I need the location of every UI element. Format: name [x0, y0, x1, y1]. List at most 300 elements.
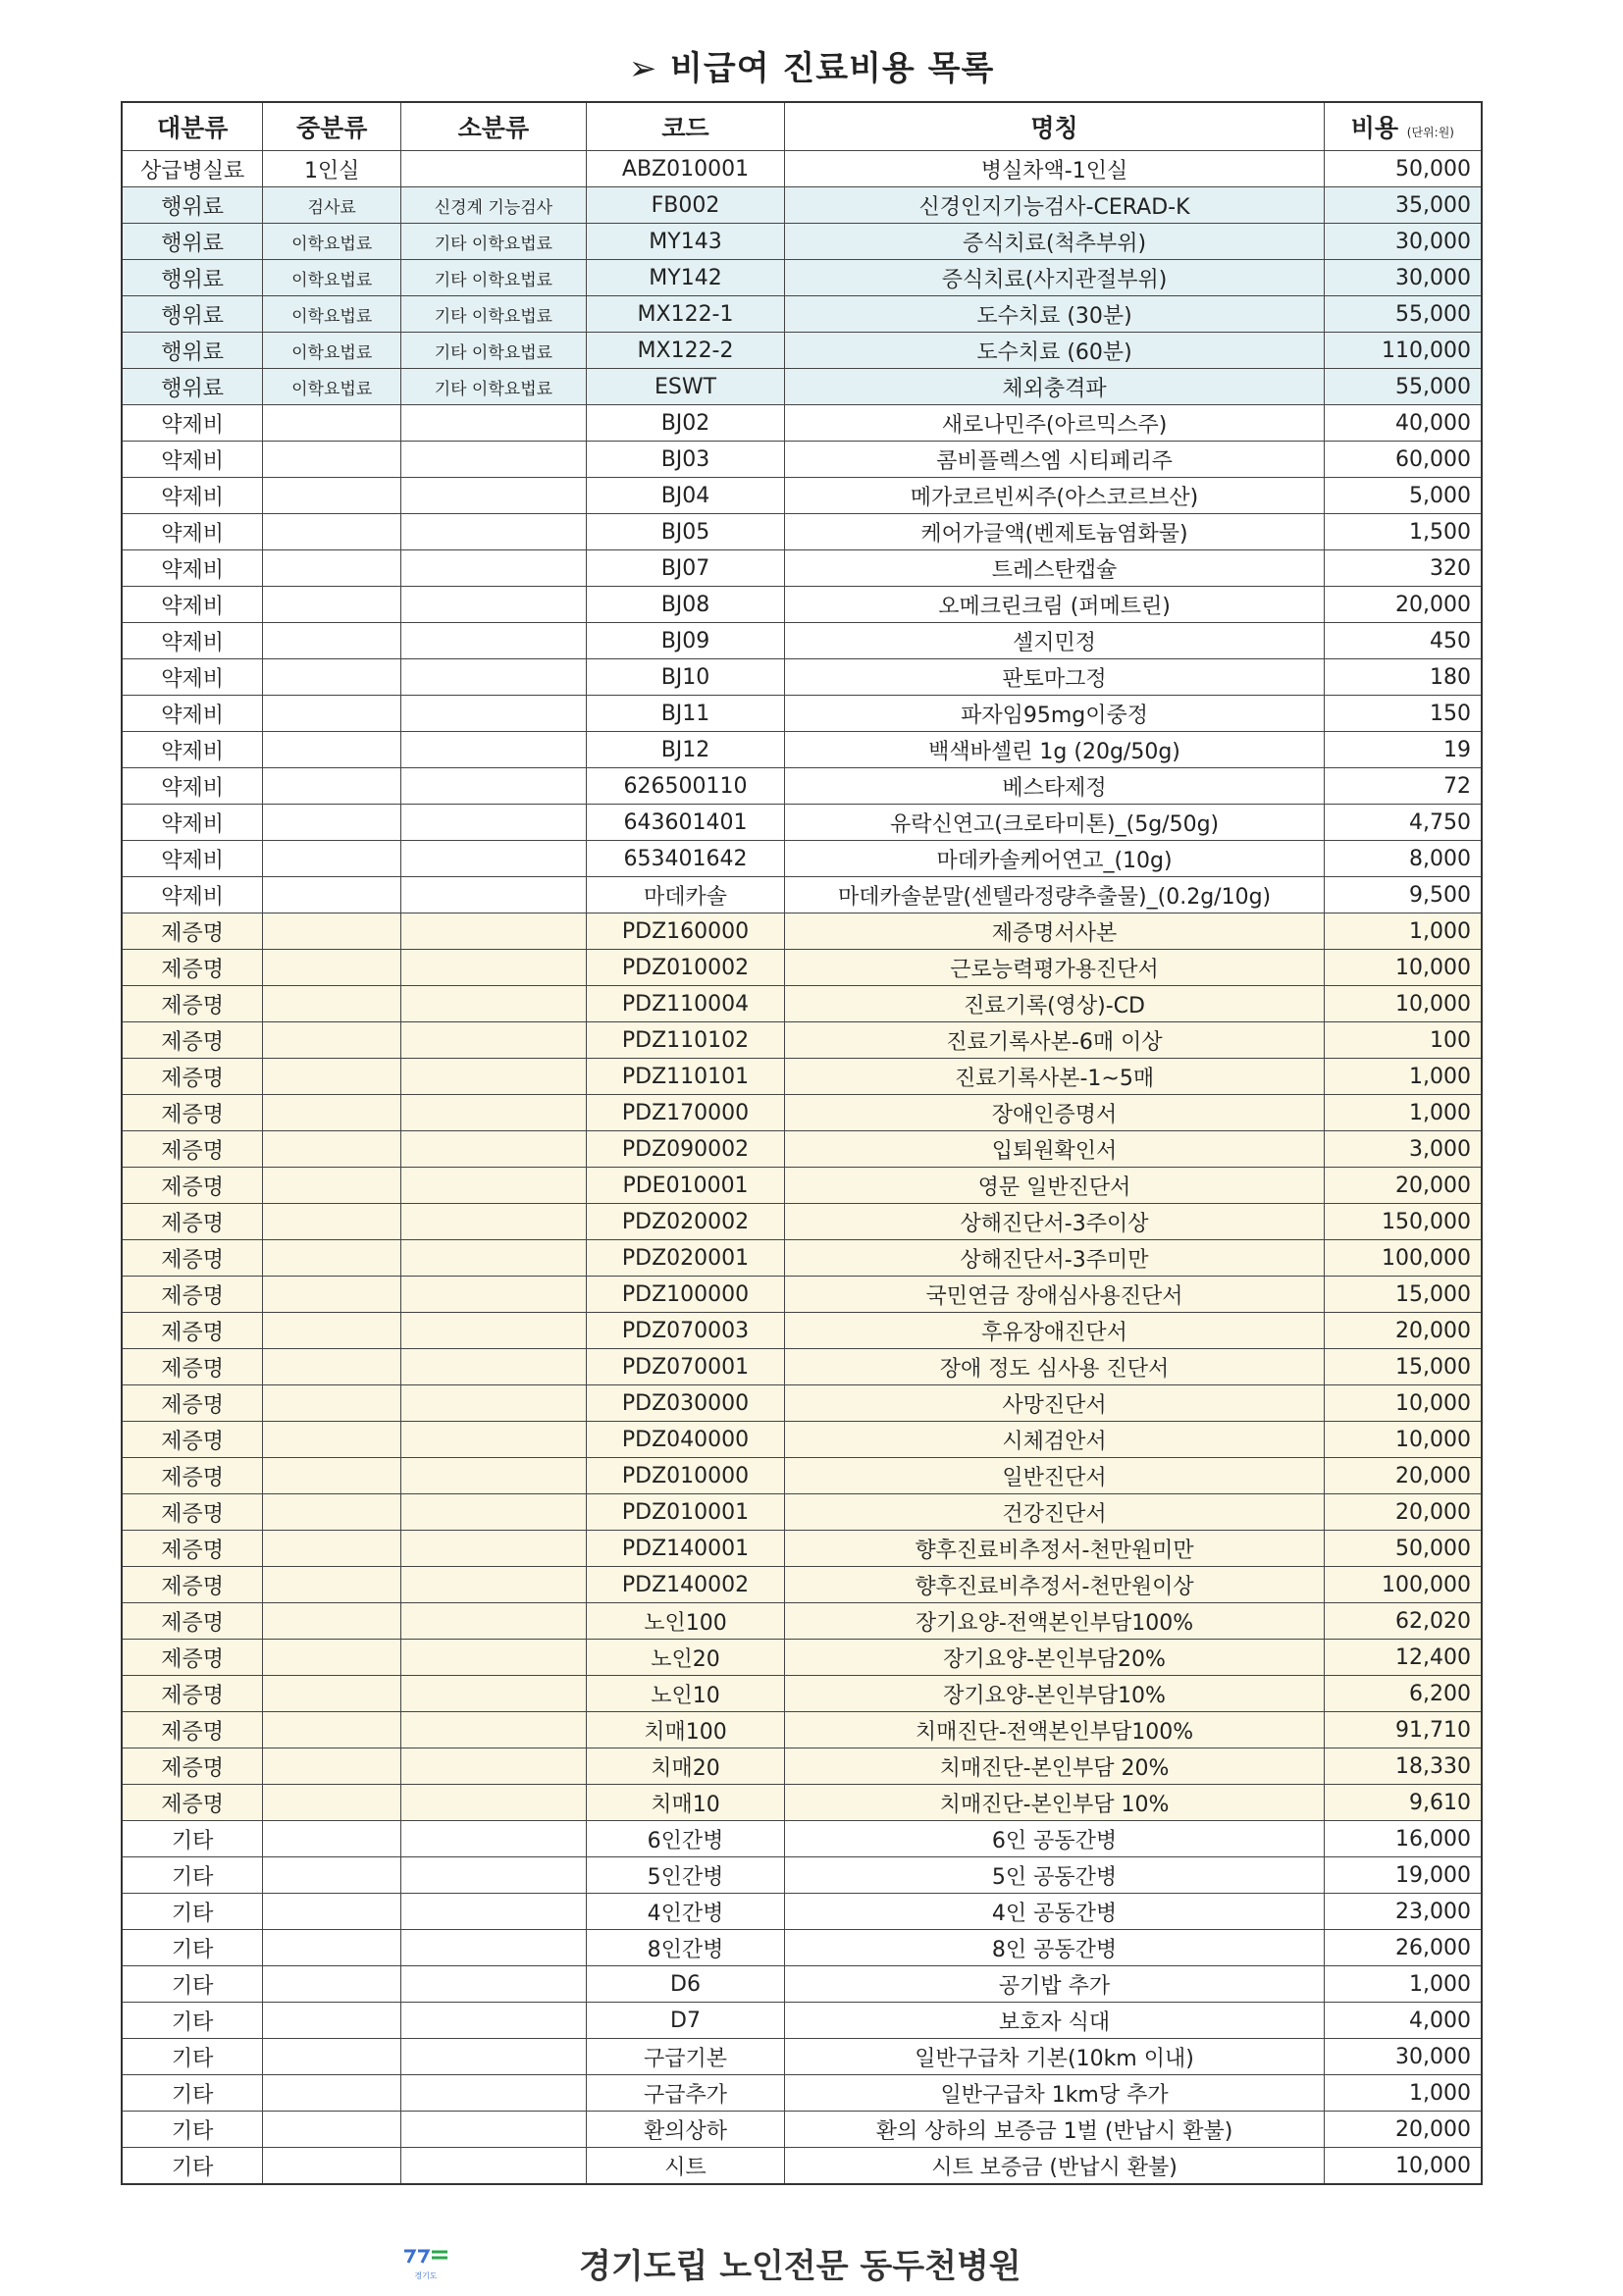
cell-middle	[263, 768, 401, 805]
cell-code: PDZ020002	[586, 1204, 785, 1240]
table-row	[122, 1204, 1482, 1240]
table-row	[122, 1567, 1482, 1603]
cell-cost: 180	[1324, 659, 1482, 696]
cell-minor	[401, 1131, 587, 1168]
table-row	[122, 2112, 1482, 2148]
cell-code: 626500110	[586, 768, 785, 805]
cell-cost: 10,000	[1324, 1422, 1482, 1458]
cell-middle	[263, 1531, 401, 1567]
cell-middle	[263, 1277, 401, 1313]
table-row	[122, 1349, 1482, 1385]
cell-code: BJ09	[586, 623, 785, 659]
cell-middle	[263, 1131, 401, 1168]
table-row	[122, 224, 1482, 260]
cell-major: 행위료	[122, 260, 263, 296]
cell-code: 치매20	[586, 1748, 785, 1785]
cell-name: 치매진단-전액본인부담100%	[785, 1712, 1324, 1748]
cell-code: PDZ160000	[586, 913, 785, 950]
cell-name: 사망진단서	[785, 1385, 1324, 1422]
cell-cost: 19	[1324, 732, 1482, 768]
cell-major: 제증명	[122, 1349, 263, 1385]
cell-code: PDZ140002	[586, 1567, 785, 1603]
cell-cost: 15,000	[1324, 1349, 1482, 1385]
table-row	[122, 2003, 1482, 2039]
cell-cost: 20,000	[1324, 1168, 1482, 1204]
cell-middle	[263, 1603, 401, 1640]
table-row	[122, 1458, 1482, 1494]
cell-name: 셀지민정	[785, 623, 1324, 659]
cell-middle	[263, 2075, 401, 2112]
cell-middle	[263, 1894, 401, 1930]
cell-middle	[263, 1095, 401, 1131]
table-body	[122, 151, 1482, 2185]
cell-major: 제증명	[122, 1277, 263, 1313]
cell-code: 노인10	[586, 1676, 785, 1712]
table-row	[122, 1059, 1482, 1095]
svg-text:경기도: 경기도	[414, 2271, 438, 2280]
cell-code: D7	[586, 2003, 785, 2039]
table-row	[122, 1712, 1482, 1748]
table-row	[122, 1894, 1482, 1930]
cell-major: 약제비	[122, 550, 263, 587]
cell-name: 입퇴원확인서	[785, 1131, 1324, 1168]
cell-name: 증식치료(사지관절부위)	[785, 260, 1324, 296]
cell-major: 약제비	[122, 514, 263, 550]
cell-name: 유락신연고(크로타미톤)_(5g/50g)	[785, 805, 1324, 841]
cell-cost: 100	[1324, 1022, 1482, 1059]
cell-name: 공기밥 추가	[785, 1966, 1324, 2003]
cell-major: 제증명	[122, 1313, 263, 1349]
cell-cost: 6,200	[1324, 1676, 1482, 1712]
cell-major: 제증명	[122, 1712, 263, 1748]
cell-name: 신경인지기능검사-CERAD-K	[785, 187, 1324, 224]
cell-minor: 기타 이학요법료	[401, 333, 587, 369]
cell-major: 상급병실료	[122, 151, 263, 187]
cell-major: 기타	[122, 2112, 263, 2148]
cell-name: 향후진료비추정서-천만원미만	[785, 1531, 1324, 1567]
cell-major: 약제비	[122, 696, 263, 732]
cell-code: BJ02	[586, 405, 785, 442]
cell-name: 트레스탄캡슐	[785, 550, 1324, 587]
cell-cost: 20,000	[1324, 1313, 1482, 1349]
cell-code: ESWT	[586, 369, 785, 405]
cell-name: 환의 상하의 보증금 1벌 (반납시 환불)	[785, 2112, 1324, 2148]
cell-code: 4인간병	[586, 1894, 785, 1930]
cell-major: 제증명	[122, 1531, 263, 1567]
cell-name: 콤비플렉스엠 시티페리주	[785, 442, 1324, 478]
cell-cost: 1,000	[1324, 1059, 1482, 1095]
cell-code: 마데카솔	[586, 877, 785, 913]
cell-code: PDZ110004	[586, 986, 785, 1022]
cell-middle	[263, 1204, 401, 1240]
cell-major: 약제비	[122, 587, 263, 623]
cell-name: 일반진단서	[785, 1458, 1324, 1494]
cell-minor	[401, 1567, 587, 1603]
cell-minor	[401, 659, 587, 696]
table-row	[122, 1531, 1482, 1567]
table-row	[122, 877, 1482, 913]
cell-middle: 이학요법료	[263, 260, 401, 296]
cell-middle	[263, 1676, 401, 1712]
cell-cost: 60,000	[1324, 442, 1482, 478]
cell-code: PDZ010001	[586, 1494, 785, 1531]
cell-major: 제증명	[122, 986, 263, 1022]
cell-cost: 9,610	[1324, 1785, 1482, 1821]
cell-middle	[263, 1712, 401, 1748]
cell-major: 약제비	[122, 768, 263, 805]
cell-name: 장애인증명서	[785, 1095, 1324, 1131]
table-row	[122, 1494, 1482, 1531]
cell-major: 제증명	[122, 950, 263, 986]
cell-cost: 50,000	[1324, 1531, 1482, 1567]
cell-major: 제증명	[122, 1458, 263, 1494]
cell-major: 제증명	[122, 1022, 263, 1059]
cell-minor: 신경계 기능검사	[401, 187, 587, 224]
cell-cost: 1,000	[1324, 913, 1482, 950]
cell-middle	[263, 405, 401, 442]
cell-middle	[263, 1785, 401, 1821]
cell-minor	[401, 950, 587, 986]
cell-code: 환의상하	[586, 2112, 785, 2148]
cell-code: PDZ020001	[586, 1240, 785, 1277]
cell-cost: 1,500	[1324, 514, 1482, 550]
cell-minor	[401, 768, 587, 805]
cell-code: ABZ010001	[586, 151, 785, 187]
cell-code: 시트	[586, 2148, 785, 2185]
header-code: 코드	[586, 102, 785, 151]
cell-cost: 30,000	[1324, 2039, 1482, 2075]
cell-minor	[401, 151, 587, 187]
cell-major: 약제비	[122, 623, 263, 659]
cell-name: 근로능력평가용진단서	[785, 950, 1324, 986]
cell-middle	[263, 2112, 401, 2148]
cell-middle	[263, 2003, 401, 2039]
cell-major: 제증명	[122, 1059, 263, 1095]
cell-middle	[263, 1022, 401, 1059]
table-row	[122, 1785, 1482, 1821]
table-row	[122, 623, 1482, 659]
cell-code: 6인간병	[586, 1821, 785, 1857]
cell-code: 구급추가	[586, 2075, 785, 2112]
cell-major: 제증명	[122, 1567, 263, 1603]
cell-name: 영문 일반진단서	[785, 1168, 1324, 1204]
cell-cost: 10,000	[1324, 950, 1482, 986]
table-row	[122, 1022, 1482, 1059]
cell-code: BJ12	[586, 732, 785, 768]
cell-minor	[401, 805, 587, 841]
cell-major: 제증명	[122, 1603, 263, 1640]
cell-minor	[401, 1785, 587, 1821]
cell-middle	[263, 1059, 401, 1095]
cell-major: 기타	[122, 2039, 263, 2075]
cell-code: 8인간병	[586, 1930, 785, 1966]
cell-name: 베스타제정	[785, 768, 1324, 805]
cell-cost: 4,750	[1324, 805, 1482, 841]
cell-cost: 3,000	[1324, 1131, 1482, 1168]
table-header	[122, 102, 1482, 151]
cell-middle	[263, 805, 401, 841]
cell-major: 제증명	[122, 1131, 263, 1168]
cell-name: 제증명서사본	[785, 913, 1324, 950]
cell-cost: 72	[1324, 768, 1482, 805]
table-row	[122, 768, 1482, 805]
cell-major: 약제비	[122, 805, 263, 841]
cell-major: 기타	[122, 1894, 263, 1930]
cell-cost: 450	[1324, 623, 1482, 659]
cell-middle	[263, 1640, 401, 1676]
cell-major: 제증명	[122, 1422, 263, 1458]
cell-minor	[401, 1894, 587, 1930]
cell-minor	[401, 841, 587, 877]
cell-code: PDZ110101	[586, 1059, 785, 1095]
cell-minor	[401, 514, 587, 550]
hospital-name: 경기도립 노인전문 동두천병원	[579, 2247, 1021, 2286]
cell-minor	[401, 1313, 587, 1349]
cell-cost: 55,000	[1324, 369, 1482, 405]
cell-name: 국민연금 장애심사용진단서	[785, 1277, 1324, 1313]
table-row	[122, 2148, 1482, 2185]
cell-cost: 62,020	[1324, 1603, 1482, 1640]
header-name: 명칭	[785, 102, 1324, 151]
cell-middle	[263, 913, 401, 950]
cell-name: 후유장애진단서	[785, 1313, 1324, 1349]
cell-code: 643601401	[586, 805, 785, 841]
table-row	[122, 333, 1482, 369]
header-major: 대분류	[122, 102, 263, 151]
table-row	[122, 805, 1482, 841]
cell-name: 시트 보증금 (반납시 환불)	[785, 2148, 1324, 2185]
cell-major: 제증명	[122, 1240, 263, 1277]
table-row	[122, 151, 1482, 187]
cell-code: FB002	[586, 187, 785, 224]
cell-major: 제증명	[122, 1095, 263, 1131]
cell-code: 치매100	[586, 1712, 785, 1748]
cell-major: 기타	[122, 2075, 263, 2112]
cell-name: 진료기록(영상)-CD	[785, 986, 1324, 1022]
cell-cost: 40,000	[1324, 405, 1482, 442]
cell-middle	[263, 732, 401, 768]
cell-middle	[263, 550, 401, 587]
table-row	[122, 1240, 1482, 1277]
table-row	[122, 1748, 1482, 1785]
cell-code: BJ04	[586, 478, 785, 514]
cell-cost: 1,000	[1324, 2075, 1482, 2112]
cell-name: 마데카솔분말(센텔라정량추출물)_(0.2g/10g)	[785, 877, 1324, 913]
cell-middle	[263, 1385, 401, 1422]
cell-minor	[401, 442, 587, 478]
cell-code: PDZ070003	[586, 1313, 785, 1349]
table-row	[122, 732, 1482, 768]
cell-minor	[401, 1385, 587, 1422]
cell-minor: 기타 이학요법료	[401, 260, 587, 296]
cell-minor	[401, 696, 587, 732]
cell-minor: 기타 이학요법료	[401, 224, 587, 260]
cell-major: 약제비	[122, 877, 263, 913]
cell-name: 8인 공동간병	[785, 1930, 1324, 1966]
cell-cost: 4,000	[1324, 2003, 1482, 2039]
table-row	[122, 405, 1482, 442]
cell-major: 제증명	[122, 1640, 263, 1676]
cell-cost: 8,000	[1324, 841, 1482, 877]
cell-name: 향후진료비추정서-천만원이상	[785, 1567, 1324, 1603]
table-row	[122, 1095, 1482, 1131]
cell-code: BJ07	[586, 550, 785, 587]
cell-name: 파자임95mg이중정	[785, 696, 1324, 732]
cell-minor	[401, 1349, 587, 1385]
cell-code: PDZ100000	[586, 1277, 785, 1313]
table-row	[122, 514, 1482, 550]
cell-minor	[401, 1458, 587, 1494]
cell-middle	[263, 587, 401, 623]
cell-middle	[263, 2039, 401, 2075]
cell-middle	[263, 478, 401, 514]
cell-code: PDZ010002	[586, 950, 785, 986]
cell-minor	[401, 913, 587, 950]
cell-major: 약제비	[122, 659, 263, 696]
cell-major: 기타	[122, 1930, 263, 1966]
cell-cost: 10,000	[1324, 2148, 1482, 2185]
table-row	[122, 550, 1482, 587]
table-row	[122, 841, 1482, 877]
cell-cost: 35,000	[1324, 187, 1482, 224]
cell-minor	[401, 1059, 587, 1095]
cell-code: PDZ170000	[586, 1095, 785, 1131]
cell-code: PDE010001	[586, 1168, 785, 1204]
cell-code: PDZ090002	[586, 1131, 785, 1168]
cell-middle	[263, 1494, 401, 1531]
cell-major: 행위료	[122, 224, 263, 260]
table-row	[122, 260, 1482, 296]
cell-cost: 9,500	[1324, 877, 1482, 913]
table-row	[122, 659, 1482, 696]
cell-cost: 15,000	[1324, 1277, 1482, 1313]
cell-minor	[401, 986, 587, 1022]
cell-code: BJ11	[586, 696, 785, 732]
cell-major: 제증명	[122, 1785, 263, 1821]
cell-minor	[401, 1022, 587, 1059]
table-row	[122, 2075, 1482, 2112]
cell-name: 치매진단-본인부담 10%	[785, 1785, 1324, 1821]
cell-code: D6	[586, 1966, 785, 2003]
table-row	[122, 1966, 1482, 2003]
cell-cost: 20,000	[1324, 1458, 1482, 1494]
cell-minor	[401, 1966, 587, 2003]
cell-cost: 55,000	[1324, 296, 1482, 333]
table-row	[122, 442, 1482, 478]
cell-cost: 110,000	[1324, 333, 1482, 369]
cell-name: 증식치료(척추부위)	[785, 224, 1324, 260]
cell-major: 행위료	[122, 187, 263, 224]
cell-name: 도수치료 (30분)	[785, 296, 1324, 333]
cell-name: 진료기록사본-6매 이상	[785, 1022, 1324, 1059]
cell-middle	[263, 986, 401, 1022]
cell-code: 653401642	[586, 841, 785, 877]
cell-name: 5인 공동간병	[785, 1857, 1324, 1894]
cell-code: MY143	[586, 224, 785, 260]
cell-cost: 150,000	[1324, 1204, 1482, 1240]
cell-middle	[263, 1966, 401, 2003]
cell-minor	[401, 1095, 587, 1131]
cell-cost: 23,000	[1324, 1894, 1482, 1930]
cell-code: MX122-1	[586, 296, 785, 333]
table-row	[122, 187, 1482, 224]
cell-code: MY142	[586, 260, 785, 296]
cell-cost: 30,000	[1324, 224, 1482, 260]
table-row	[122, 478, 1482, 514]
cell-code: 치매10	[586, 1785, 785, 1821]
cell-minor	[401, 2112, 587, 2148]
table-row	[122, 369, 1482, 405]
cell-minor	[401, 1930, 587, 1966]
cell-code: BJ08	[586, 587, 785, 623]
table-row	[122, 587, 1482, 623]
cell-middle: 이학요법료	[263, 333, 401, 369]
cell-major: 기타	[122, 2003, 263, 2039]
cell-middle	[263, 950, 401, 986]
cell-name: 상해진단서-3주미만	[785, 1240, 1324, 1277]
cell-cost: 320	[1324, 550, 1482, 587]
cell-major: 약제비	[122, 478, 263, 514]
cell-middle	[263, 1240, 401, 1277]
cell-minor	[401, 1494, 587, 1531]
cell-name: 일반구급차 1km당 추가	[785, 2075, 1324, 2112]
cell-middle	[263, 877, 401, 913]
header-middle: 중분류	[263, 102, 401, 151]
cell-major: 기타	[122, 2148, 263, 2185]
cell-name: 메가코르빈씨주(아스코르브산)	[785, 478, 1324, 514]
table-row	[122, 1131, 1482, 1168]
cell-cost: 1,000	[1324, 1095, 1482, 1131]
cell-minor: 기타 이학요법료	[401, 296, 587, 333]
cell-major: 기타	[122, 1966, 263, 2003]
cell-middle	[263, 659, 401, 696]
cell-minor	[401, 550, 587, 587]
cell-name: 치매진단-본인부담 20%	[785, 1748, 1324, 1785]
footer	[0, 2237, 1623, 2286]
cell-code: PDZ140001	[586, 1531, 785, 1567]
cell-cost: 26,000	[1324, 1930, 1482, 1966]
cell-major: 제증명	[122, 1494, 263, 1531]
cell-middle	[263, 1458, 401, 1494]
cell-major: 제증명	[122, 1168, 263, 1204]
cell-middle	[263, 1821, 401, 1857]
cell-major: 기타	[122, 1821, 263, 1857]
cell-major: 약제비	[122, 442, 263, 478]
cell-name: 백색바셀린 1g (20g/50g)	[785, 732, 1324, 768]
cell-name: 장기요양-본인부담10%	[785, 1676, 1324, 1712]
cell-minor	[401, 1277, 587, 1313]
cell-minor	[401, 1603, 587, 1640]
cell-code: PDZ030000	[586, 1385, 785, 1422]
cell-minor	[401, 1821, 587, 1857]
header-minor: 소분류	[401, 102, 587, 151]
cell-name: 판토마그정	[785, 659, 1324, 696]
cell-major: 제증명	[122, 1204, 263, 1240]
cell-name: 새로나민주(아르믹스주)	[785, 405, 1324, 442]
cell-major: 제증명	[122, 1676, 263, 1712]
cell-cost: 1,000	[1324, 1966, 1482, 2003]
cell-cost: 19,000	[1324, 1857, 1482, 1894]
cell-major: 제증명	[122, 1385, 263, 1422]
cell-code: 구급기본	[586, 2039, 785, 2075]
cell-name: 케어가글액(벤제토늄염화물)	[785, 514, 1324, 550]
cell-minor	[401, 732, 587, 768]
cell-major: 행위료	[122, 369, 263, 405]
cell-minor	[401, 1204, 587, 1240]
cell-cost: 20,000	[1324, 587, 1482, 623]
cell-minor	[401, 877, 587, 913]
cell-cost: 10,000	[1324, 1385, 1482, 1422]
